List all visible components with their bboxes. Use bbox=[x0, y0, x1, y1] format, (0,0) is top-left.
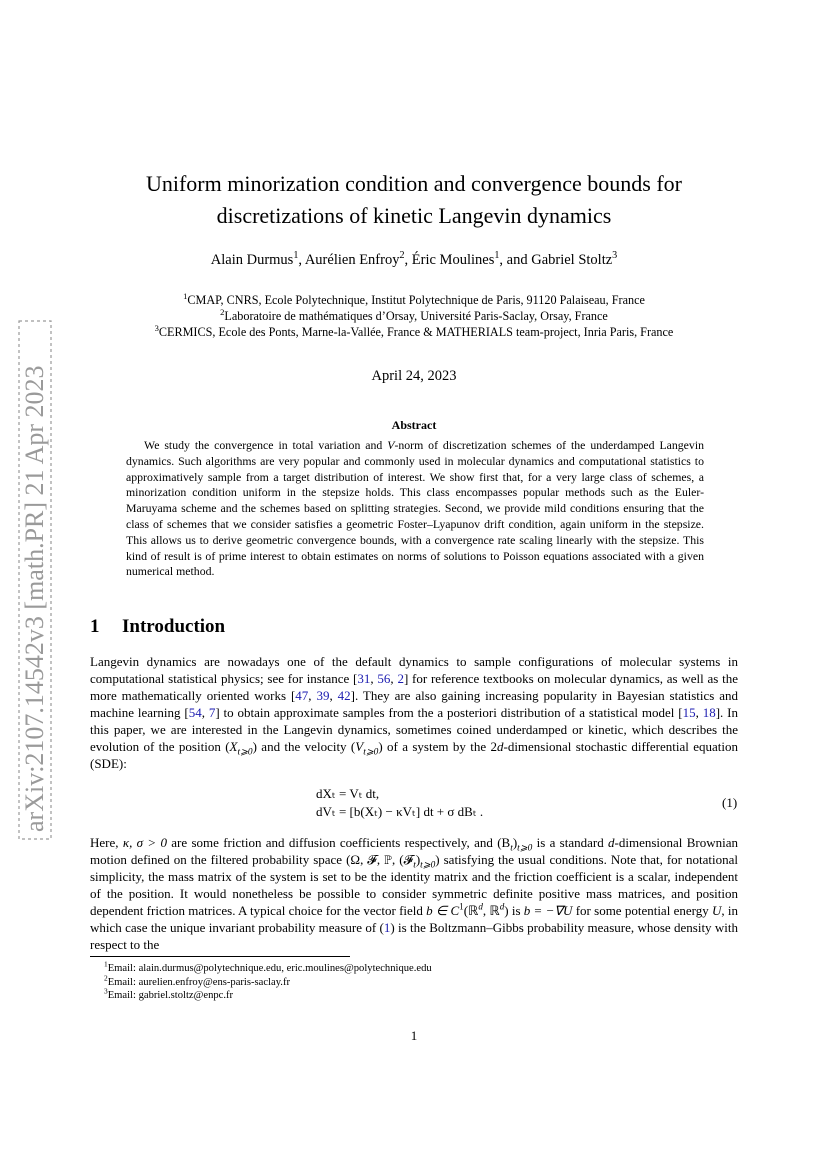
equation-reference-link[interactable]: 1 bbox=[383, 920, 391, 935]
math-subscript: t⩾0 bbox=[237, 747, 253, 758]
author-3: , Éric Moulines bbox=[404, 252, 495, 268]
math-inline: b ∈ C bbox=[426, 903, 460, 918]
math-inline: b = −∇U bbox=[523, 903, 573, 918]
affiliation-1-mark: 1 bbox=[183, 290, 188, 301]
paper-title bbox=[90, 168, 738, 232]
math-subscript: t⩾0 bbox=[517, 843, 533, 854]
footnote-1 bbox=[104, 959, 432, 976]
equation-number: (1) bbox=[722, 795, 738, 810]
math-subscript: t⩾0 bbox=[363, 747, 379, 758]
math-inline: ) bbox=[504, 903, 509, 918]
footnote-2 bbox=[104, 972, 432, 990]
abstract-text-b: -norm of discretization schemes of the underdamped Langevin dynamics. Such algorithms are very popular and commonly used in molecular dynamics and computational statistics to approximatively sample from a target distribution of interest. We show first that, for a very large class of schemes, a minorization condition uniform in the stepsize holds. This class encompasses popular methods such as the Euler-Maruyama scheme and the schemes based on splitting strategies. Second, we provide mild conditions ensuring that the class of schemes that we consider satisfies a geometric Foster–Lyapunov drift condition, again uniform in the stepsize. This allows us to derive geometric convergence bounds, with a convergence rate scaling linearly with the stepsize. This kind of result is of prime interest to obtain estimates on norms of solutions to Poisson equations associated with a given numerical method. bbox=[126, 438, 704, 579]
arxiv-stamp-text: arXiv:2107.14542v3 [math.PR] 21 Apr 2023 bbox=[20, 365, 49, 832]
intro-text: Langevin dynamics are nowadays one of the default dynamics to sample configurations of molecular systems in computational statistical physics; see for instance [ bbox=[90, 654, 738, 686]
math-inline: (B bbox=[497, 835, 511, 850]
intro-text: for some potential energy bbox=[572, 903, 712, 918]
citation-link[interactable]: 18 bbox=[702, 705, 716, 720]
author-3-mark: 1 bbox=[494, 250, 500, 262]
citation-link[interactable]: 54 bbox=[188, 705, 202, 720]
citation-link[interactable]: 15 bbox=[682, 705, 696, 720]
intro-text: ] to obtain approximate samples from the a posteriori distribution of a statistical model [ bbox=[215, 705, 683, 720]
intro-text: ) of a system by the 2 bbox=[378, 739, 497, 754]
math-inline: (ℝ bbox=[463, 903, 479, 918]
affiliation-1-text: CMAP, CNRS, Ecole Polytechnique, Institut Polytechnique de Paris, 91120 Palaiseau, France bbox=[187, 293, 645, 307]
section-number: 1 bbox=[90, 616, 100, 637]
affiliation-2-text: Laboratoire de mathématiques d’Orsay, Université Paris-Saclay, Orsay, France bbox=[224, 309, 608, 323]
math-d: d bbox=[496, 739, 504, 754]
author-list bbox=[90, 252, 738, 269]
affiliation-2 bbox=[90, 308, 738, 324]
math-inline: , ℝ bbox=[482, 903, 500, 918]
footnote-3-mark: 3 bbox=[104, 986, 108, 996]
author-4-mark: 3 bbox=[612, 250, 618, 262]
affiliation-2-mark: 2 bbox=[220, 306, 225, 317]
citation-link[interactable]: 2 bbox=[397, 671, 404, 686]
author-4: , and Gabriel Stoltz bbox=[499, 252, 613, 268]
intro-text: ] for reference textbooks on molecular dynamics, as well as the more mathematically oriented works [ bbox=[90, 671, 739, 703]
arxiv-stamp bbox=[18, 320, 52, 840]
author-2-mark: 2 bbox=[399, 250, 405, 262]
intro-text: is bbox=[508, 903, 524, 918]
math-inline: (Ω, 𝓕, ℙ, (𝓕 bbox=[346, 852, 414, 867]
section-title: Introduction bbox=[122, 616, 226, 637]
footnote-3 bbox=[104, 986, 432, 1003]
equation-1 bbox=[316, 785, 483, 821]
intro-paragraph-1: Langevin dynamics are nowadays one of the default dynamics to sample configurations of molecular systems in computational statistical physics; see for instance [31, 56, 2] for reference textbooks on molecular dynamics, as well as the more mathematically oriented works [47, 39, 42]. They are also gaining increasing popularity in Bayesian statistics and machine learning [54, 7] to obtain approximate samples from the a posteriori distribution of a statistical model [15, 18]. In this paper, we are interested in the Langevin dynamics, sometimes coined underdamped or kinetic, which describes the evolution of the position $(X_{t⩾0})$ and the velocity $(V_{t⩾0})$ of a system by the 2d-dimensional stochastic differential equation (SDE): bbox=[90, 654, 739, 771]
title-line-2: discretizations of kinetic Langevin dynamics bbox=[216, 203, 612, 228]
affiliations bbox=[90, 292, 738, 340]
page-number: 1 bbox=[410, 1028, 418, 1043]
intro-text: ]. They are also gaining increasing popularity in Bayesian statistics and machine learning [ bbox=[90, 688, 739, 720]
affiliation-3-text: CERMICS, Ecole des Ponts, Marne-la-Vallée, France & MATHERIALS team-project, Inria Paris, France bbox=[158, 325, 674, 339]
abstract-body bbox=[126, 438, 704, 580]
affiliation-3-mark: 3 bbox=[154, 322, 159, 333]
intro-text: ]. In this paper, we are interested in the Langevin dynamics, sometimes coined underdamped or kinetic, which describes the evolution of the position ( bbox=[90, 705, 738, 754]
equation-line-1: dXₜ = Vₜ dt, bbox=[316, 786, 380, 801]
math-inline: U bbox=[711, 903, 722, 918]
intro-text: Here, bbox=[90, 835, 123, 850]
affiliation-1 bbox=[90, 292, 738, 308]
citation-link[interactable]: 47 bbox=[295, 688, 309, 703]
footnote-2-mark: 2 bbox=[104, 972, 108, 982]
footnotes bbox=[104, 959, 432, 1003]
footnote-1-text: Email: alain.durmus@polytechnique.edu, eric.moulines@polytechnique.edu bbox=[107, 963, 432, 974]
abstract-text-a: We study the convergence in total variation and bbox=[144, 438, 388, 452]
citation-link[interactable]: 39 bbox=[316, 688, 330, 703]
footnote-3-text: Email: gabriel.stoltz@enpc.fr bbox=[107, 990, 234, 1001]
intro-text: , in which case the unique invariant probability measure of ( bbox=[90, 903, 738, 935]
title-line-1: Uniform minorization condition and convergence bounds for bbox=[145, 171, 682, 196]
footnote-rule bbox=[90, 956, 350, 957]
math-inline: κ, σ > 0 bbox=[122, 835, 167, 850]
math-inline: d bbox=[608, 835, 615, 850]
intro-text: -dimensional stochastic differential equation (SDE): bbox=[90, 739, 739, 771]
author-1: Alain Durmus bbox=[210, 252, 294, 268]
math-v: V bbox=[355, 739, 364, 754]
section-heading bbox=[90, 616, 225, 638]
intro-paragraph-2: Here, κ, σ > 0 are some friction and diffusion coefficients respectively, and $(B_t)_{t⩾0}$ is a standard d-dimensional Brownian motion defined on the filtered probability space (Ω, 𝓕, ℙ, $(𝓕_t)_{t⩾0}$) satisfying the usual conditions. Note that, for notational simplicity, the mass matrix of the system is set to be the identity matrix and the friction coefficient is a scalar, independent of the position. It would nonetheless be possible to consider symmetric definite positive mass matrices, and position dependent friction matrices. A typical choice for the vector field b ∈ $C^1(ℝ^d$, ℝ$^d$) is b = −∇U for some potential energy U, in which case the unique invariant probability measure of (1) is the Boltzmann–Gibbs probability measure, whose density with respect to the bbox=[90, 835, 738, 952]
paper-date: April 24, 2023 bbox=[371, 368, 457, 384]
math-x: X bbox=[229, 739, 238, 754]
affiliation-3 bbox=[90, 324, 738, 340]
footnote-2-text: Email: aurelien.enfroy@ens-paris-saclay.fr bbox=[107, 976, 291, 988]
author-2: , Aurélien Enfroy bbox=[298, 252, 400, 268]
abstract-v: V bbox=[387, 438, 395, 452]
intro-text: is a standard bbox=[532, 835, 609, 850]
intro-text: are some friction and diffusion coefficients respectively, and bbox=[166, 835, 498, 850]
intro-text: satisfying the usual conditions. Note that, for notational simplicity, the mass matrix of the system is set to be the identity matrix and the friction coefficient is a scalar, independent of the position. It would nonetheless be possible to consider symmetric definite positive mass matrices, and position dependent friction matrices. A typical choice for the vector field bbox=[90, 852, 738, 918]
intro-text: -dimensional Brownian motion defined on the filtered probability space bbox=[90, 835, 738, 867]
footnote-1-mark: 1 bbox=[104, 959, 108, 969]
citation-link[interactable]: 7 bbox=[208, 705, 216, 720]
author-1-mark: 1 bbox=[293, 250, 299, 262]
citation-link[interactable]: 42 bbox=[337, 688, 351, 703]
math-subscript: t⩾0 bbox=[420, 860, 436, 871]
intro-text: ) and the velocity ( bbox=[252, 739, 356, 754]
abstract-heading: Abstract bbox=[391, 418, 437, 432]
citation-link[interactable]: 31 bbox=[357, 671, 371, 686]
intro-text: ) is the Boltzmann–Gibbs probability measure, whose density with respect to the bbox=[90, 920, 738, 952]
citation-link[interactable]: 56 bbox=[377, 671, 391, 686]
equation-line-2: dVₜ = [b(Xₜ) − κVₜ] dt + σ dBₜ . bbox=[316, 804, 484, 819]
